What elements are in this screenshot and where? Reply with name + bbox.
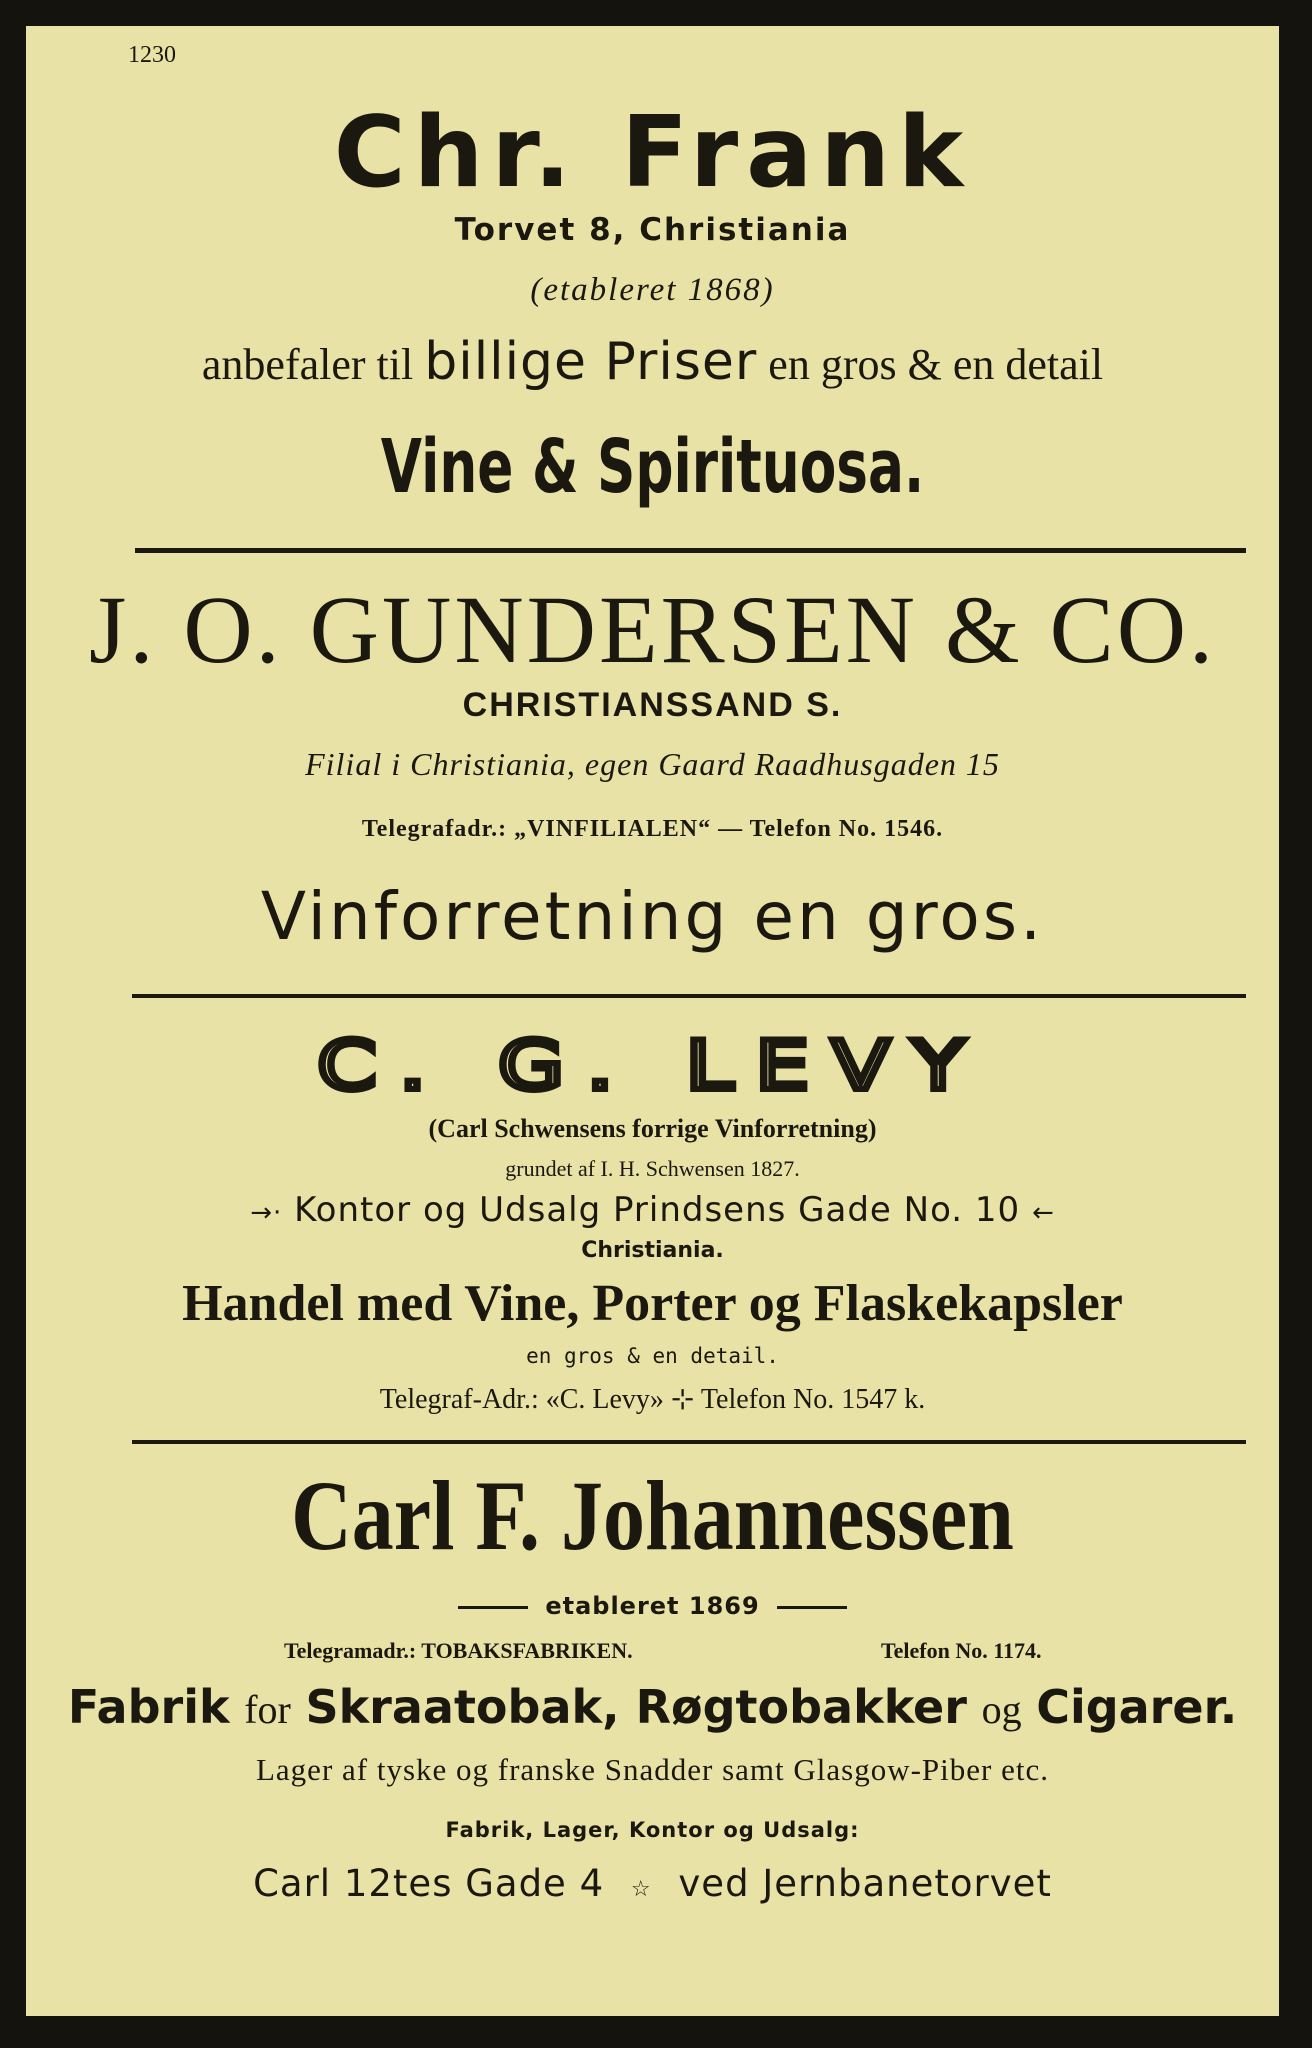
fab-word-4: og xyxy=(981,1687,1022,1732)
frank-offer-a: anbefaler til xyxy=(201,340,414,389)
gundersen-city: CHRISTIANSSAND S. xyxy=(462,686,843,724)
fab-word-2: for xyxy=(244,1687,291,1732)
johannessen-outlets: Fabrik, Lager, Kontor og Udsalg: xyxy=(445,1818,860,1842)
johannessen-telegram: Telegramadr.: TOBAKSFABRIKEN. xyxy=(284,1638,633,1663)
gundersen-filial: Filial i Christiania, egen Gaard Raadhusgaden 15 xyxy=(305,746,1000,782)
divider xyxy=(132,1440,1246,1444)
johannessen-stock: Lager af tyske og franske Snadder samt Glasgow-Piber etc. xyxy=(255,1752,1049,1787)
johannessen-address xyxy=(26,1862,1279,1905)
johannessen-established-line xyxy=(26,1592,1279,1620)
levy-logo xyxy=(26,1029,1279,1101)
gundersen-telegraph: Telegrafadr.: „VINFILIALEN“ — Telefon No. 1546. xyxy=(361,816,944,842)
levy-formerly: (Carl Schwensens forrige Vinforretning) xyxy=(428,1114,877,1143)
ornament-dash xyxy=(458,1606,528,1609)
address-part-b: ved Jernbanetorvet xyxy=(678,1862,1052,1905)
johannessen-telephone: Telefon No. 1174. xyxy=(881,1638,1042,1663)
frank-name: Chr. Frank xyxy=(333,96,972,210)
frank-offer-c: en gros & en detail xyxy=(768,340,1104,389)
page-number: 1230 xyxy=(128,42,176,68)
gundersen-name: J. O. GUNDERSEN & CO. xyxy=(88,576,1217,683)
fab-word-3: Skraatobak, Røgtobakker xyxy=(305,1680,967,1734)
fab-word-1: Fabrik xyxy=(67,1680,230,1734)
star-icon: ☆ xyxy=(630,1877,652,1902)
levy-trade: Handel med Vine, Porter og Flaskekapsler xyxy=(182,1275,1123,1332)
levy-terms: en gros & en detail. xyxy=(526,1344,779,1368)
frank-address: Torvet 8, Christiania xyxy=(454,212,851,248)
divider xyxy=(132,994,1246,998)
address-part-a: Carl 12tes Gade 4 xyxy=(253,1862,605,1905)
levy-founded: grundet af I. H. Schwensen 1827. xyxy=(505,1156,800,1181)
arrow-left-icon: ← xyxy=(1031,1198,1055,1228)
johannessen-name: Carl F. Johannessen xyxy=(291,1460,1014,1571)
gundersen-business: Vinforretning en gros. xyxy=(260,878,1045,955)
arrow-right-icon: →· xyxy=(250,1198,283,1228)
fab-word-5: Cigarer. xyxy=(1036,1680,1238,1734)
johannessen-established: etableret 1869 xyxy=(545,1592,760,1620)
levy-name: C. G. LEVY xyxy=(317,1029,987,1101)
divider xyxy=(135,548,1246,553)
ornament-dash xyxy=(777,1606,847,1609)
frank-established: (etableret 1868) xyxy=(530,272,775,308)
frank-products: Vine & Spirituosa. xyxy=(380,424,925,510)
frank-offer-line xyxy=(26,332,1279,392)
frank-offer-b: billige Priser xyxy=(424,332,758,392)
levy-office-line xyxy=(26,1190,1279,1230)
levy-telegraph: Telegraf-Adr.: «C. Levy» ⊹ Telefon No. 1547 k. xyxy=(379,1384,926,1415)
johannessen-factory-line xyxy=(26,1680,1279,1734)
advertisement-page xyxy=(26,26,1279,2016)
levy-office: Kontor og Udsalg Prindsens Gade No. 10 xyxy=(294,1190,1021,1230)
levy-city: Christiania. xyxy=(581,1238,724,1263)
